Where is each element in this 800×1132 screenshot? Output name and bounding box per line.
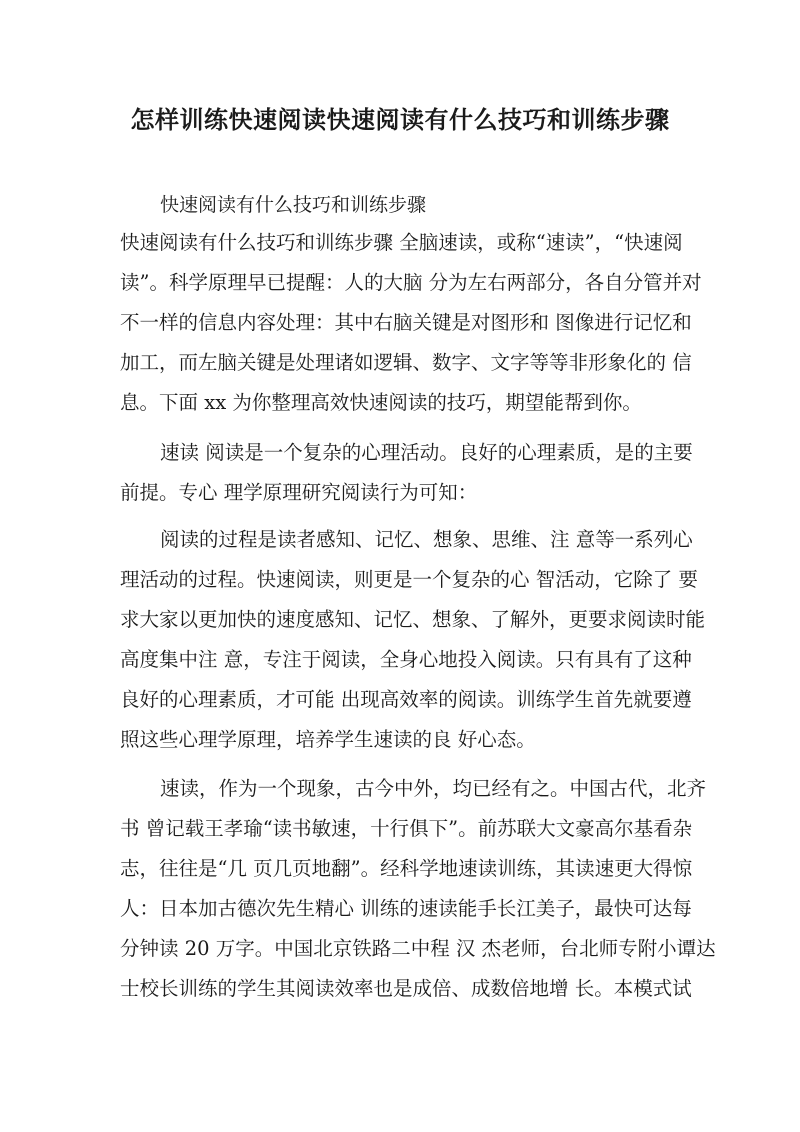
- document-subtitle: 快速阅读有什么技巧和训练步骤: [160, 194, 427, 216]
- text-line: 读”。科学原理早已提醒：人的大脑 分为左右两部分，各自分管并对: [120, 271, 702, 294]
- text-line: 前提。专心 理学原理研究阅读行为可知：: [120, 481, 478, 504]
- text-line: 阅读的过程是读者感知、记忆、想象、思维、注 意等一系列心: [160, 528, 693, 551]
- text-line: 高度集中注 意，专注于阅读，全身心地投入阅读。只有具有了这种: [120, 648, 692, 671]
- text-line: 息。下面 xx 为你整理高效快速阅读的技巧，期望能帮到你。: [120, 391, 642, 414]
- text-line: 人：日本加古德次先生精心 训练的速读能手长江美子，最快可达每: [120, 897, 692, 920]
- text-line: 志，往往是“几 页几页地翻”。经科学地速读训练，其读速更大得惊: [120, 857, 693, 880]
- text-line: 加工，而左脑关键是处理诸如逻辑、数字、文字等等非形象化的 信: [120, 351, 692, 374]
- text-line: 士校长训练的学生其阅读效率也是成倍、成数倍地增 长。本模式试: [120, 977, 692, 1000]
- text-line: 理活动的过程。快速阅读，则更是一个复杂的心 智活动，它除了 要: [120, 568, 698, 591]
- text-line: 速读，作为一个现象，古今中外，均已经有之。中国古代，北齐: [160, 777, 707, 800]
- text-line: 分钟读 20 万字。中国北京铁路二中程 汉 杰老师，台北师专附小谭达: [120, 937, 716, 960]
- text-line: 快速阅读有什么技巧和训练步骤 全脑速读，或称“速读”，“快速阅: [120, 231, 683, 254]
- text-line: 不一样的信息内容处理：其中右脑关键是对图形和 图像进行记忆和: [120, 311, 692, 334]
- text-line: 照这些心理学原理，培养学生速读的良 好心态。: [120, 728, 536, 751]
- text-line: 速读 阅读是一个复杂的心理活动。良好的心理素质，是的主要: [160, 441, 693, 464]
- text-line: 书 曾记载王孝瑜“读书敏速，十行俱下”。前苏联大文豪高尔基看杂: [120, 817, 693, 840]
- document-title: 怎样训练快速阅读快速阅读有什么技巧和训练步骤: [130, 105, 670, 134]
- text-line: 良好的心理素质，才可能 出现高效率的阅读。训练学生首先就要遵: [120, 688, 692, 711]
- text-line: 求大家以更加快的速度感知、记忆、想象、了解外，更要求阅读时能: [120, 608, 706, 631]
